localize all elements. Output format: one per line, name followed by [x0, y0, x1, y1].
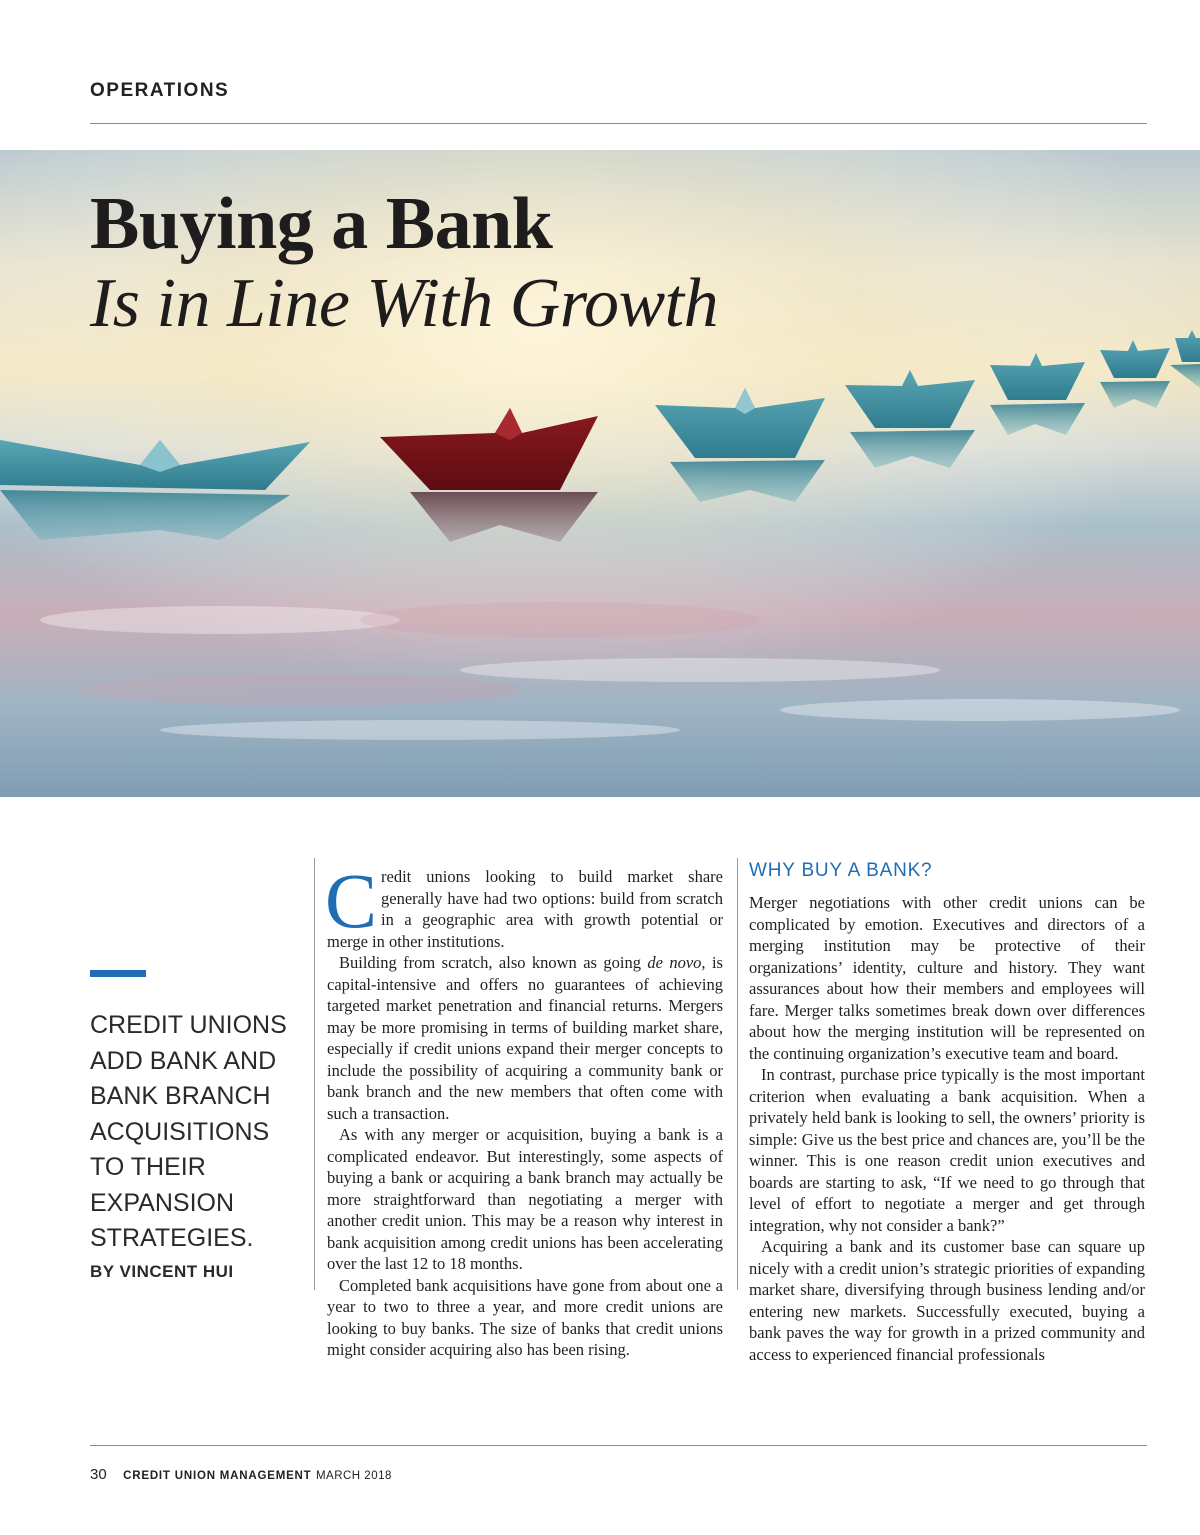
- footer: [90, 1466, 392, 1484]
- body-column-1: [325, 857, 723, 1361]
- section-label: OPERATIONS: [90, 80, 230, 101]
- paragraph-text: redit unions looking to build market share generally have had two options: build from scratch in a geographic area with growth potential or merge in other institutions.: [327, 867, 723, 951]
- publication-name: CREDIT UNION MANAGEMENT: [123, 1470, 312, 1482]
- paragraph: Merger negotiations with other credit unions can be complicated by emotion. Executives and directors of a merging institution may be protective of their organizations’ identity, culture and history. They want assurances about how their members and employees will fare. Merger talks sometimes break down over differences about how the merging institution will be represented on the continuing organization’s executive team and board.: [749, 893, 1145, 1063]
- title-line-2: Is in Line With Growth: [90, 265, 719, 342]
- paragraph-text: Building from scratch, also known as going: [339, 953, 648, 972]
- page-number: 30: [90, 1466, 107, 1483]
- paragraph: Acquiring a bank and its customer base can square up nicely with a credit union’s strategic priorities of expanding market share, diversifying through business lending and/or entering new markets. Successfully executed, buying a bank paves the way for growth in a prized community and access to experienced financial professionals: [749, 1237, 1145, 1364]
- drop-cap: C: [325, 857, 378, 944]
- bottom-rule: [90, 1445, 1147, 1446]
- column-rule-left: [314, 858, 315, 1290]
- article-title: [90, 185, 718, 345]
- paragraph: As with any merger or acquisition, buying a bank is a complicated endeavor. But interestingly, some aspects of buying a bank or acquiring a bank branch may actually be more straightforward than negotiating a merger with another credit union. This may be a reason why interest in bank acquisition among credit unions has been accelerating over the last 12 to 18 months.: [327, 1125, 723, 1273]
- paragraph: In contrast, purchase price typically is the most important criterion when evaluating a bank acquisition. When a privately held bank is looking to sell, the owners’ priority is simple: Give us the best price and chances are, you’ll be the winner. This is one reason credit union executives and boards are starting to ask, “If we need to go through that level of effort to negotiate a merger and get through integration, why not consider a bank?”: [749, 1065, 1145, 1235]
- column-rule-right: [737, 858, 738, 1290]
- paragraph: [327, 952, 723, 1124]
- italic-term: de novo,: [647, 953, 706, 972]
- body-column-2: [749, 892, 1145, 1365]
- pullquote: CREDIT UNIONS ADD BANK AND BANK BRANCH ACQUISITIONS TO THEIR EXPANSION STRATEGIES.: [90, 1011, 287, 1252]
- paragraph-text: is capital-intensive and offers no guarantees of achieving targeted market penetration and financial returns. Mergers may be more promising in terms of building market share, especially if credit unions expand their merger concepts to include the possibility of acquiring a community bank or bank branch and the new members that often come with such a transaction.: [327, 953, 723, 1123]
- issue-date: MARCH 2018: [315, 1470, 392, 1482]
- byline: BY VINCENT HUI: [90, 1262, 234, 1281]
- paragraph: [325, 857, 723, 952]
- title-line-1: Buying a Bank: [90, 183, 553, 265]
- section-heading: WHY BUY A BANK?: [749, 860, 933, 881]
- paragraph: Completed bank acquisitions have gone from about one a year to two to three a year, and more credit unions are looking to buy banks. The size of banks that credit unions might consider acquiring also has been rising.: [327, 1275, 723, 1359]
- accent-dash: [90, 970, 146, 977]
- top-rule: [90, 123, 1147, 124]
